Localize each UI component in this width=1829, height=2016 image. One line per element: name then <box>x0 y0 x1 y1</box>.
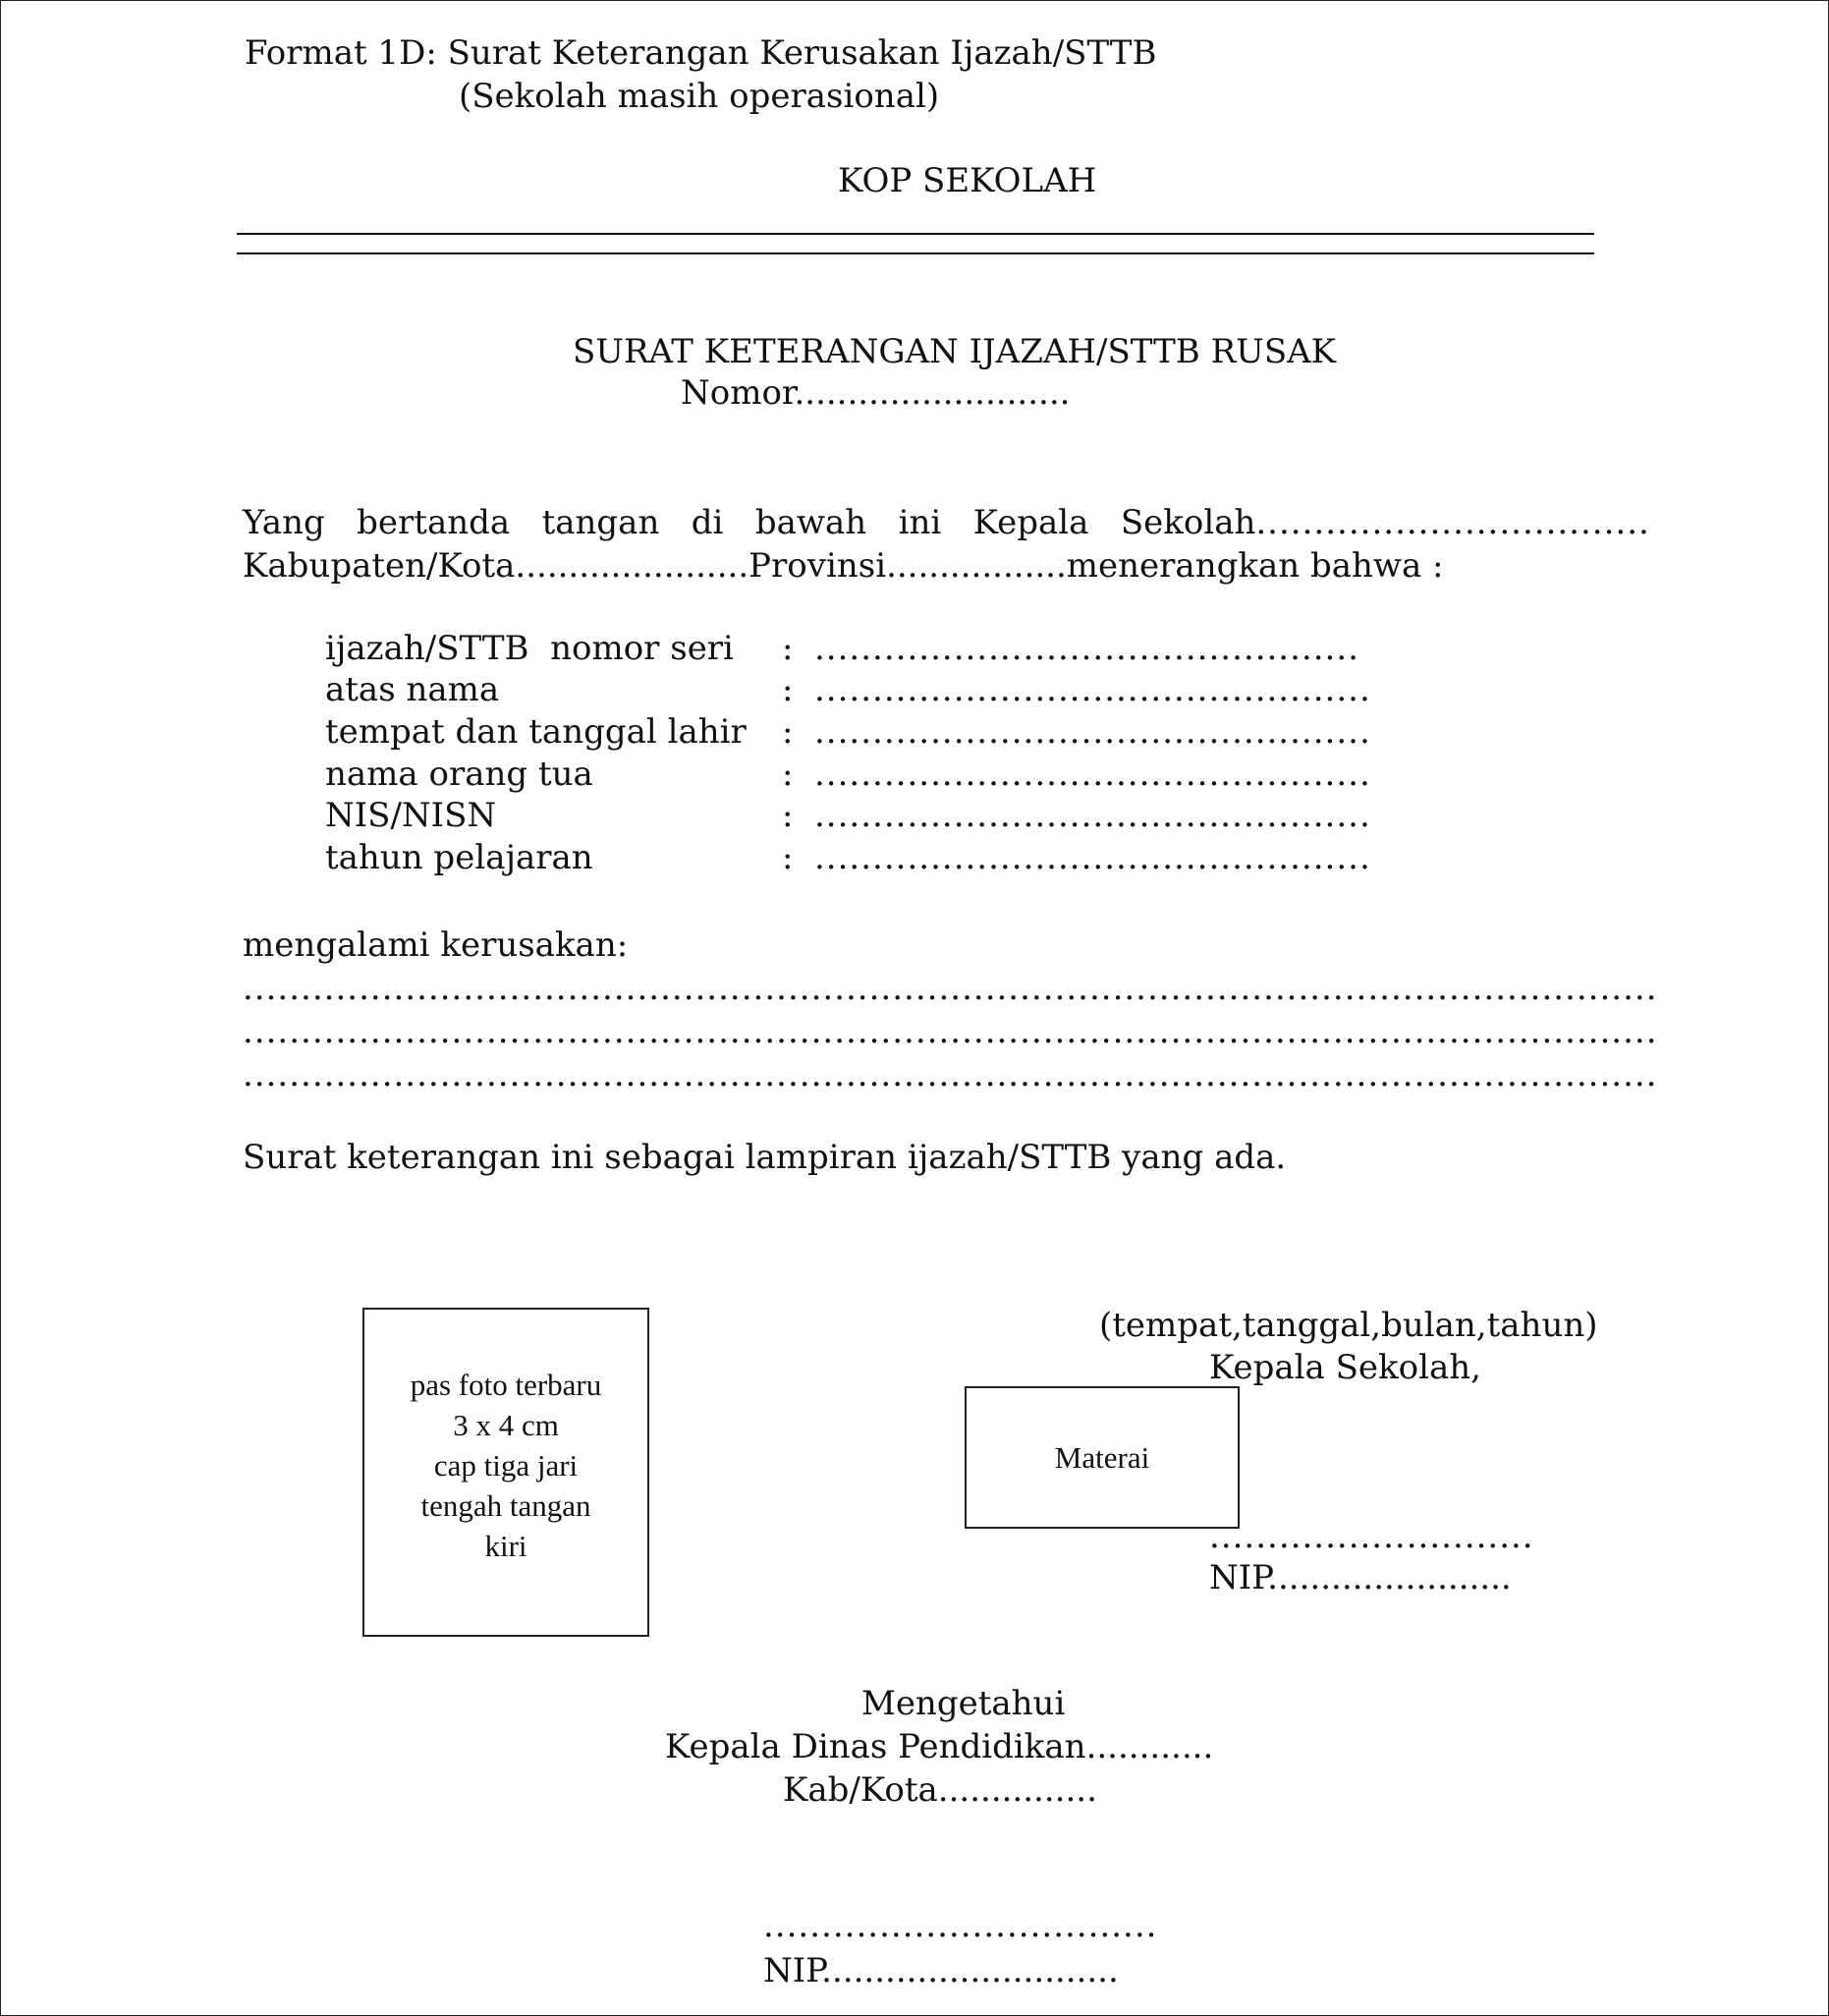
damage-label: mengalami kerusakan: <box>243 925 629 965</box>
signer-name-dots: ............................ <box>1209 1517 1534 1556</box>
letter-title: SURAT KETERANGAN IJAZAH/STTB RUSAK <box>573 332 1337 371</box>
field-label: tahun pelajaran <box>325 838 593 877</box>
closing-statement: Surat keterangan ini sebagai lampiran ijazah/STTB yang ada. <box>243 1138 1287 1177</box>
format-title: Format 1D: Surat Keterangan Kerusakan Ijazah/STTB <box>245 33 1157 73</box>
field-colon: : <box>782 838 794 877</box>
intro-line-1-text: Yang bertanda tangan di bawah ini Kepala Sekolah <box>243 503 1256 542</box>
field-value-dots: ................................................ <box>814 838 1371 877</box>
photo-box-line: cap tiga jari <box>433 1448 579 1483</box>
photo-box <box>362 1308 649 1637</box>
field-value-dots: ................................................ <box>814 755 1371 794</box>
header-rule-bottom <box>237 252 1594 254</box>
intro-line-2: Kabupaten/Kota......................Provinsi.................menerangkan bahwa : <box>243 546 1444 586</box>
field-colon: : <box>782 629 794 668</box>
photo-box-line: kiri <box>484 1529 527 1563</box>
photo-box-line: tengah tangan <box>420 1488 591 1523</box>
field-value-dots: ................................................ <box>814 796 1371 835</box>
kop-sekolah: KOP SEKOLAH <box>838 161 1097 200</box>
field-label: tempat dan tanggal lahir <box>325 712 747 752</box>
acknowledge-role: Kepala Dinas Pendidikan............ <box>665 1727 1214 1766</box>
field-colon: : <box>782 755 794 794</box>
acknowledge-region: Kab/Kota............... <box>783 1770 1097 1810</box>
header-rule-top <box>237 233 1594 235</box>
acknowledge-nip: NIP............................ <box>763 1951 1119 1990</box>
stamp-box <box>965 1386 1240 1529</box>
photo-box-line: 3 x 4 cm <box>453 1408 559 1442</box>
field-value-dots: ............................................... <box>814 629 1359 668</box>
format-subtitle: (Sekolah masih operasional) <box>459 77 940 116</box>
acknowledge-name-dots: .................................. <box>763 1906 1158 1945</box>
signer-role: Kepala Sekolah, <box>1209 1348 1481 1387</box>
field-label: ijazah/STTB nomor seri <box>325 629 734 668</box>
field-value-dots: ................................................ <box>814 712 1371 752</box>
stamp-label: Materai <box>1054 1440 1150 1475</box>
damage-line: .......................................................................................................................... <box>243 969 1658 1008</box>
place-date: (tempat,tanggal,bulan,tahun) <box>1099 1306 1598 1345</box>
damage-line: .......................................................................................................................... <box>243 1055 1658 1094</box>
letter-number: Nomor.......................... <box>681 373 1071 413</box>
intro-line-1 <box>243 502 1650 543</box>
acknowledge-label: Mengetahui <box>861 1684 1066 1723</box>
field-label: nama orang tua <box>325 755 593 794</box>
field-colon: : <box>782 670 794 709</box>
intro-line-1-dots: .................................. <box>1255 503 1650 542</box>
signer-nip: NIP....................... <box>1209 1558 1512 1597</box>
photo-box-line: pas foto terbaru <box>410 1368 602 1402</box>
field-label: atas nama <box>325 670 500 709</box>
field-colon: : <box>782 712 794 752</box>
field-value-dots: ................................................ <box>814 670 1371 709</box>
damage-line: .......................................................................................................................... <box>243 1012 1658 1051</box>
field-label: NIS/NISN <box>325 796 497 835</box>
field-colon: : <box>782 796 794 835</box>
